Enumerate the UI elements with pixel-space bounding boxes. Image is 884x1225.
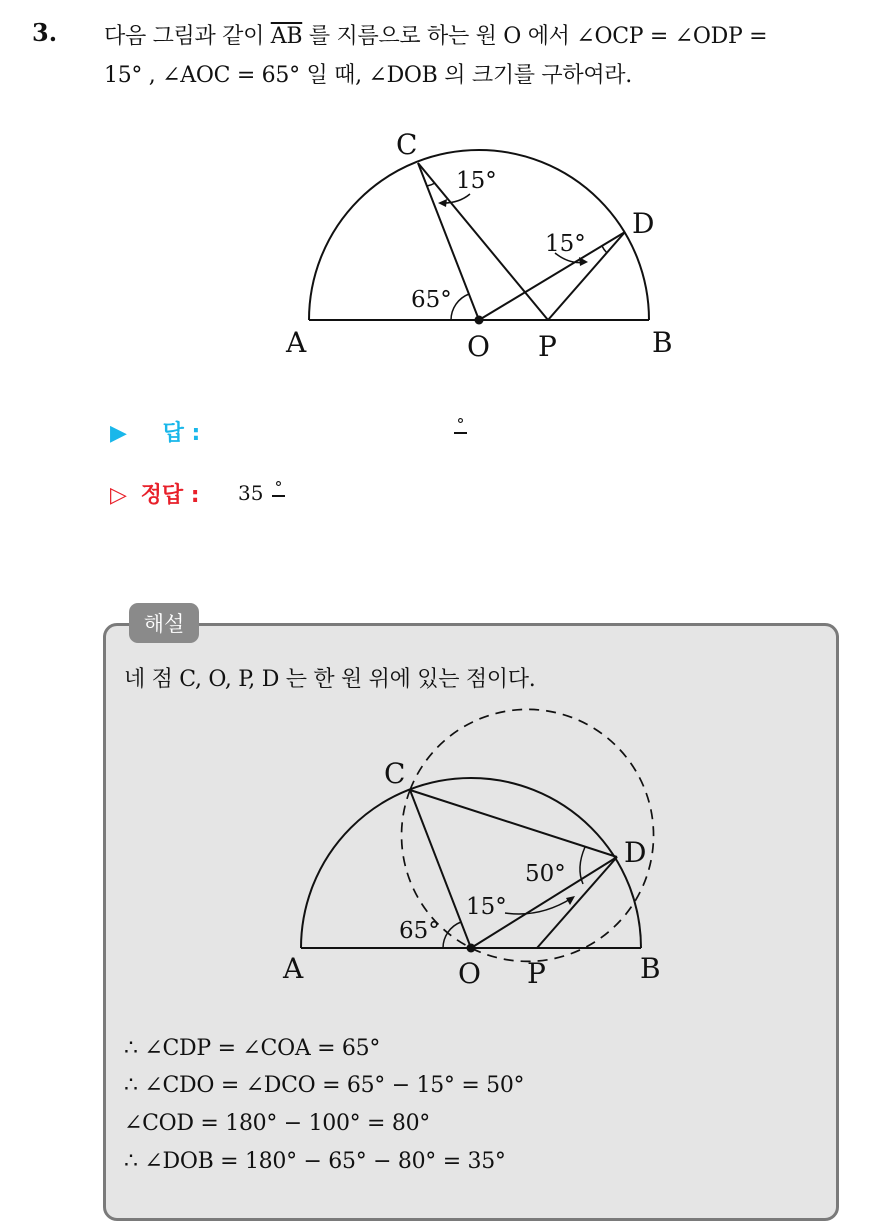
segment-ab: $\overline{AB}$ (270, 24, 303, 49)
sol-label-a: A (283, 952, 304, 985)
sol-angle-label-aoc: 65° (399, 918, 440, 944)
solution-step-4: ∴ ∠DOB = 180° − 65° − 80° = 35° (124, 1149, 506, 1174)
correct-answer-label: 정답 : (140, 483, 200, 508)
label-o: O (467, 330, 490, 363)
question-line1-suffix: 를 지름으로 하는 원 O 에서 ∠OCP = ∠ODP = (302, 24, 768, 49)
answer-label: 답 : (162, 421, 201, 446)
blue-play-icon: ▶ (110, 421, 127, 446)
solution-step-2: ∴ ∠CDO = ∠DCO = 65° − 15° = 50° (124, 1073, 525, 1098)
question-line1-prefix: 다음 그림과 같이 (104, 24, 271, 49)
label-a: A (286, 326, 307, 359)
solution-step-1: ∴ ∠CDP = ∠COA = 65° (124, 1036, 381, 1061)
sol-label-c: C (384, 757, 406, 790)
answer-blank-degree: ° (454, 418, 467, 434)
sol-angle-label-odp: 15° (466, 894, 507, 920)
sol-label-o: O (458, 957, 481, 990)
sol-label-p: P (527, 957, 546, 990)
sol-angle-mark-aoc (443, 922, 461, 948)
sol-semicircle-arc (301, 778, 641, 948)
question-number: 3. (32, 18, 58, 47)
correct-answer-degree: ° (272, 481, 285, 497)
solution-intro: 네 점 C, O, P, D 는 한 원 위에 있는 점이다. (124, 667, 536, 692)
red-outline-play-icon: ▷ (110, 483, 127, 508)
label-c: C (396, 128, 418, 161)
label-b: B (652, 326, 673, 359)
angle-label-aoc: 65° (411, 287, 452, 313)
angle-label-ocp: 15° (456, 168, 497, 194)
label-d: D (632, 207, 655, 240)
sol-label-b: B (640, 952, 661, 985)
sol-label-d: D (624, 836, 647, 869)
angle-label-odp: 15° (545, 231, 586, 257)
label-p: P (538, 330, 557, 363)
question-line2: 15° , ∠AOC = 65° 일 때, ∠DOB 의 크기를 구하여라. (104, 63, 632, 88)
correct-answer-value: 35 (238, 481, 264, 505)
solution-step-3: ∠COD = 180° − 100° = 80° (124, 1111, 430, 1136)
solution-tag: 해설 (129, 603, 199, 643)
sol-center-dot-o (467, 944, 476, 953)
sol-angle-label-cdo: 50° (525, 861, 566, 887)
